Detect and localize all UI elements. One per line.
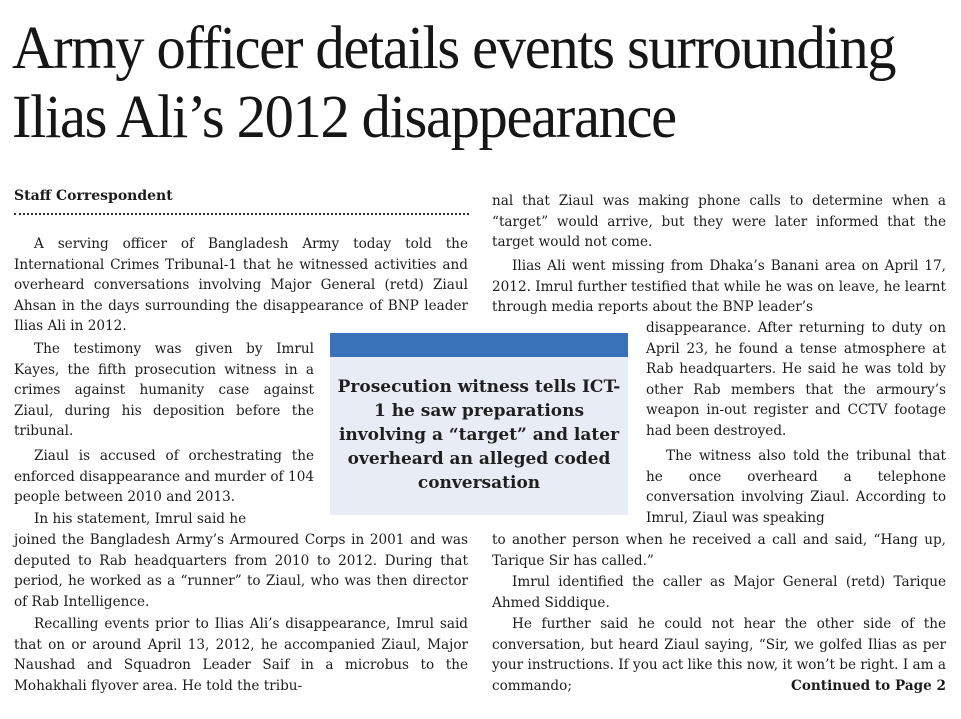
right-paragraph-5 [492,614,946,696]
right-paragraph-2-start: Ilias Ali went missing from Dhaka’s Banani area on April 17, 2012. Imrul further testified that while he was on leave, he learnt through media reports about the BNP leader’s [492,258,946,316]
byline: Staff Correspondent [14,188,173,204]
left-paragraph-2: The testimony was given by Imrul Kayes, the fifth prosecution witness in a crimes against humanity case against Ziaul, during his deposition before the tribunal. [14,341,314,440]
right-paragraph-5-text: He further said he could not hear the other side of the conversation, but heard Ziaul saying, “Sir, we golfed Ilias as per your instructions. If you act like this now, it won’t be right. I am a commando; [492,616,946,694]
continued-link[interactable]: Continued to Page 2 [791,677,946,694]
left-paragraph-5: Recalling events prior to Ilias Ali’s disappearance, Imrul said that on or around April 13, 2012, he accompanied Ziaul, Major Naushad and Squadron Leader Saif in a microbus to the Mohakhali flyover area. He told the tribu- [14,616,468,694]
right-paragraph-3-start: The witness also told the tribunal that he once overheard a telephone conversation involving Ziaul. According to Imrul, Ziaul was speaking [646,448,946,526]
left-paragraph-4-cont: joined the Bangladesh Army’s Armoured Corps in 2001 and was deputed to Rab headquarters from 2010 to 2012. During that period, he worked as a “runner” to Ziaul, who was then director of Rab Intelligence. [14,532,468,610]
headline-line-2: Ilias Ali’s 2012 disappearance [12,84,676,151]
right-paragraph-4: Imrul identified the caller as Major General (retd) Tarique Ahmed Siddique. [492,574,946,611]
headline [12,14,914,152]
right-paragraph-2-cont: disappearance. After returning to duty on April 23, he found a tense atmosphere at Rab headquarters. He said he was told by other Rab members that the armoury’s weapon in-out register and CCTV footage had been destroyed. [646,320,946,439]
right-paragraph-1: nal that Ziaul was making phone calls to determine when a “target” would arrive, but they were later informed that the target would not come. [492,193,946,251]
pull-quote-text: Prosecution witness tells ICT-1 he saw preparations involving a “target” and later overheard an alleged coded conversation [337,377,621,493]
pull-quote-box [330,333,628,515]
right-paragraph-3-cont: to another person when he received a call and said, “Hang up, Tarique Sir has called.” [492,532,946,569]
headline-line-1: Army officer details events surrounding [12,15,896,82]
left-paragraph-4-start: In his statement, Imrul said he [34,511,247,527]
left-paragraph-3: Ziaul is accused of orchestrating the enforced disappearance and murder of 104 people between 2010 and 2013. [14,448,314,506]
byline-divider [14,213,469,215]
left-paragraph-1: A serving officer of Bangladesh Army today told the International Crimes Tribunal-1 that he witnessed activities and overheard conversations involving Major General (retd) Ziaul Ahsan in the days surrounding the disappearance of BNP leader Ilias Ali in 2012. [14,236,468,335]
pull-quote-accent-bar [330,333,628,357]
